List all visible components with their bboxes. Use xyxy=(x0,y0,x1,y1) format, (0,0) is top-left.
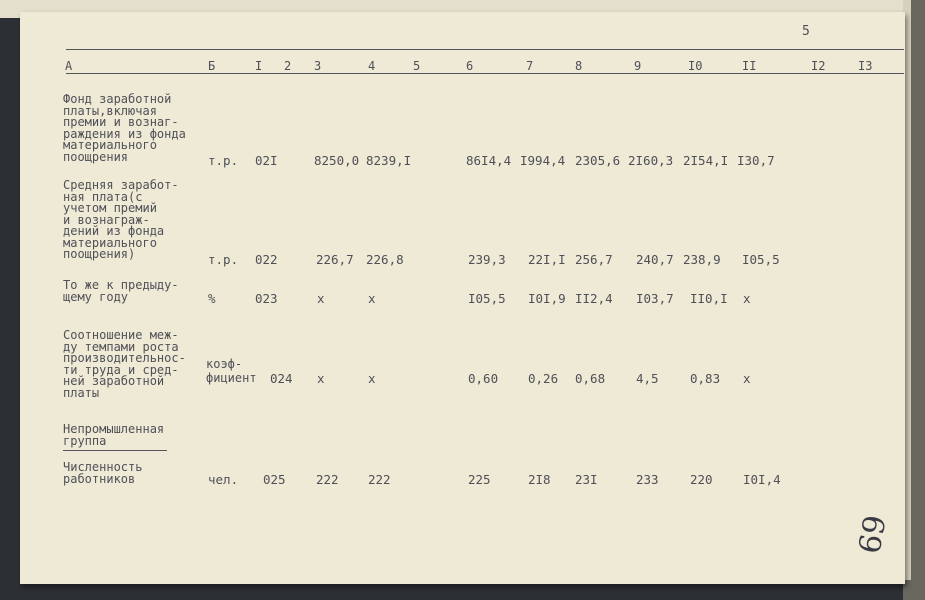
row-unit: т.р. xyxy=(208,153,239,168)
table-cell: x xyxy=(743,291,751,306)
table-cell: 239,3 xyxy=(468,252,506,267)
table-cell: 23I xyxy=(575,472,598,487)
table-cell: 2305,6 xyxy=(575,153,621,168)
table-cell: 8239,I xyxy=(366,153,412,168)
binder-edge xyxy=(903,0,925,600)
column-header-2: 2 xyxy=(284,59,292,73)
table-cell: II2,4 xyxy=(575,291,613,306)
table-top-rule xyxy=(66,49,904,50)
table-cell: 222 xyxy=(368,472,391,487)
section-underline xyxy=(63,450,167,451)
table-cell: I0I,4 xyxy=(743,472,781,487)
row-label-wage-fund: Фонд заработной платы,включая премии и вознаг- раждения из фонда материального поощрения xyxy=(63,92,186,164)
row-unit: чел. xyxy=(208,472,239,487)
table-cell: I0I,9 xyxy=(528,291,566,306)
column-header-10: I0 xyxy=(688,59,703,73)
table-cell: 0,60 xyxy=(468,371,499,386)
column-header-6: 6 xyxy=(466,59,474,73)
row-code: 023 xyxy=(255,291,278,306)
column-header-8: 8 xyxy=(575,59,583,73)
row-label-to-previous-year: То же к предыду- щему году xyxy=(63,278,179,304)
table-cell: 226,7 xyxy=(316,252,354,267)
table-cell: 220 xyxy=(690,472,713,487)
row-unit: % xyxy=(208,291,216,306)
handwritten-page-mark: 69 xyxy=(852,512,894,557)
table-cell: 222 xyxy=(316,472,339,487)
row-code: 022 xyxy=(255,252,278,267)
table-cell: x xyxy=(368,291,376,306)
column-header-9: 9 xyxy=(634,59,642,73)
row-label-productivity-ratio: Соотношение меж- ду темпами роста производительнос- ти труда и сред- ней заработной платы xyxy=(63,328,186,400)
table-cell: II0,I xyxy=(690,291,728,306)
table-cell: 240,7 xyxy=(636,252,674,267)
row-unit: т.р. xyxy=(208,252,239,267)
row-label-headcount: Численность работников xyxy=(63,460,143,486)
table-cell: x xyxy=(743,371,751,386)
table-cell: 0,26 xyxy=(528,371,559,386)
table-header-rule xyxy=(66,73,904,74)
table-cell: x xyxy=(368,371,376,386)
section-title-non-industrial-group: Непромышленная группа xyxy=(63,422,165,448)
row-code: 025 xyxy=(263,472,286,487)
table-cell: 4,5 xyxy=(636,371,659,386)
column-header-11: II xyxy=(742,59,757,73)
table-cell: 256,7 xyxy=(575,252,613,267)
row-label-average-wage: Средняя заработ- ная плата(с учетом премий и вознаграж- дений из фонда материального поощрения) xyxy=(63,178,179,261)
table-cell: 8250,0 xyxy=(314,153,360,168)
column-header-5: 5 xyxy=(413,59,421,73)
row-code: 02I xyxy=(255,153,278,168)
column-header-4: 4 xyxy=(368,59,376,73)
table-cell: I30,7 xyxy=(737,153,775,168)
table-cell: x xyxy=(317,291,325,306)
table-cell: 2I54,I xyxy=(683,153,729,168)
table-cell: I05,5 xyxy=(468,291,506,306)
table-cell: I994,4 xyxy=(520,153,566,168)
table-cell: 2I8 xyxy=(528,472,551,487)
table-cell: 225 xyxy=(468,472,491,487)
table-cell: 22I,I xyxy=(528,252,566,267)
page-number: 5 xyxy=(802,24,810,39)
table-cell: I03,7 xyxy=(636,291,674,306)
column-header-12: I2 xyxy=(811,59,826,73)
column-header-13: I3 xyxy=(858,59,873,73)
table-cell: 2I60,3 xyxy=(628,153,674,168)
table-cell: 238,9 xyxy=(683,252,721,267)
table-cell: x xyxy=(317,371,325,386)
table-cell: 0,83 xyxy=(690,371,721,386)
column-header-A: А xyxy=(65,59,73,73)
column-header-B: Б xyxy=(208,59,216,73)
table-cell: 86I4,4 xyxy=(466,153,512,168)
document-page xyxy=(20,12,905,584)
column-header-1: I xyxy=(255,59,263,73)
table-cell: 0,68 xyxy=(575,371,606,386)
table-cell: 233 xyxy=(636,472,659,487)
table-cell: 226,8 xyxy=(366,252,404,267)
row-code: 024 xyxy=(270,371,293,386)
column-header-3: 3 xyxy=(314,59,322,73)
table-cell: I05,5 xyxy=(742,252,780,267)
row-unit: коэф- фициент xyxy=(206,357,257,385)
column-header-7: 7 xyxy=(526,59,534,73)
